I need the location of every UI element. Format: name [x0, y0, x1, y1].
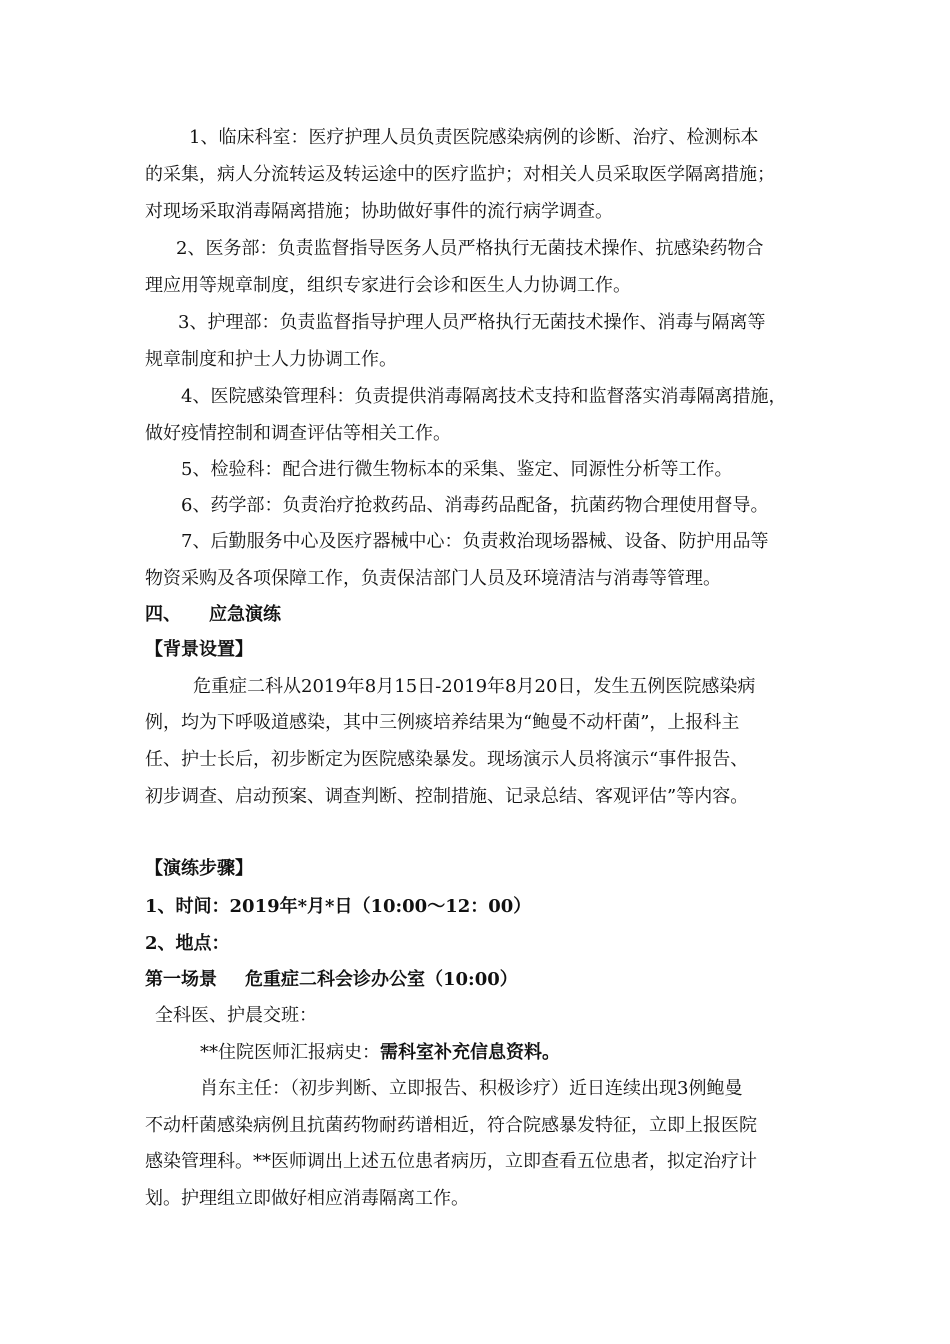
background-line-4: 初步调查、启动预案、调查判断、控制措施、记录总结、客观评估”等内容。 — [145, 786, 749, 807]
steps-time: 1、时间：2019年*月*日（10:00～12：00） — [145, 896, 532, 917]
item-4-line-1: 4、医院感染管理科：负责提供消毒隔离技术支持和监督落实消毒隔离措施， — [181, 386, 787, 407]
director-line-3: 感染管理科。**医师调出上述五位患者病历，立即查看五位患者，拟定治疗计 — [145, 1151, 757, 1172]
item-1-line-2: 的采集，病人分流转运及转运途中的医疗监护；对相关人员采取医学隔离措施； — [145, 164, 775, 185]
item-7-line-1: 7、后勤服务中心及医疗器械中心：负责救治现场器械、设备、防护用品等 — [181, 531, 769, 552]
scene-1-report-bold: 需科室补充信息资料。 — [380, 1042, 560, 1063]
scene-1-title: 危重症二科会诊办公室（10:00） — [245, 969, 518, 990]
item-7-line-2: 物资采购及各项保障工作，负责保洁部门人员及环境清洁与消毒等管理。 — [145, 568, 721, 589]
background-line-3: 任、护士长后，初步断定为医院感染暴发。现场演示人员将演示“事件报告、 — [145, 749, 749, 770]
steps-place: 2、地点： — [145, 933, 230, 954]
steps-heading: 【演练步骤】 — [145, 858, 253, 879]
item-1-line-3: 对现场采取消毒隔离措施；协助做好事件的流行病学调查。 — [145, 201, 613, 222]
scene-1-handover: 全科医、护晨交班： — [155, 1005, 317, 1026]
scene-1-heading — [145, 968, 518, 992]
background-line-2: 例，均为下呼吸道感染，其中三例痰培养结果为“鲍曼不动杆菌”，上报科主 — [145, 712, 740, 733]
item-4-line-2: 做好疫情控制和调查评估等相关工作。 — [145, 423, 451, 444]
item-5-line-1: 5、检验科：配合进行微生物标本的采集、鉴定、同源性分析等工作。 — [181, 459, 733, 480]
scene-1-report-normal: **住院医师汇报病史： — [200, 1042, 380, 1063]
section-4-heading — [145, 603, 281, 627]
scene-1-label: 第一场景 — [145, 969, 217, 990]
director-line-1: 肖东主任：（初步判断、立即报告、积极诊疗）近日连续出现3例鲍曼 — [200, 1078, 743, 1099]
director-line-4: 划。护理组立即做好相应消毒隔离工作。 — [145, 1188, 469, 1209]
item-1-line-1: 1、临床科室：医疗护理人员负责医院感染病例的诊断、治疗、检测标本 — [189, 127, 759, 148]
section-4-title: 应急演练 — [209, 604, 281, 625]
item-2-line-2: 理应用等规章制度，组织专家进行会诊和医生人力协调工作。 — [145, 275, 631, 296]
item-2-line-1: 2、医务部：负责监督指导医务人员严格执行无菌技术操作、抗感染药物合 — [176, 238, 764, 259]
scene-1-report — [200, 1041, 560, 1065]
background-line-1: 危重症二科从2019年8月15日-2019年8月20日，发生五例医院感染病 — [193, 676, 756, 697]
item-6-line-1: 6、药学部：负责治疗抢救药品、消毒药品配备，抗菌药物合理使用督导。 — [181, 495, 769, 516]
section-4-number: 四、 — [145, 604, 181, 625]
item-3-line-2: 规章制度和护士人力协调工作。 — [145, 349, 397, 370]
director-line-2: 不动杆菌感染病例且抗菌药物耐药谱相近，符合院感暴发特征，立即上报医院 — [145, 1115, 757, 1136]
item-3-line-1: 3、护理部：负责监督指导护理人员严格执行无菌技术操作、消毒与隔离等 — [178, 312, 766, 333]
background-heading: 【背景设置】 — [145, 639, 253, 660]
